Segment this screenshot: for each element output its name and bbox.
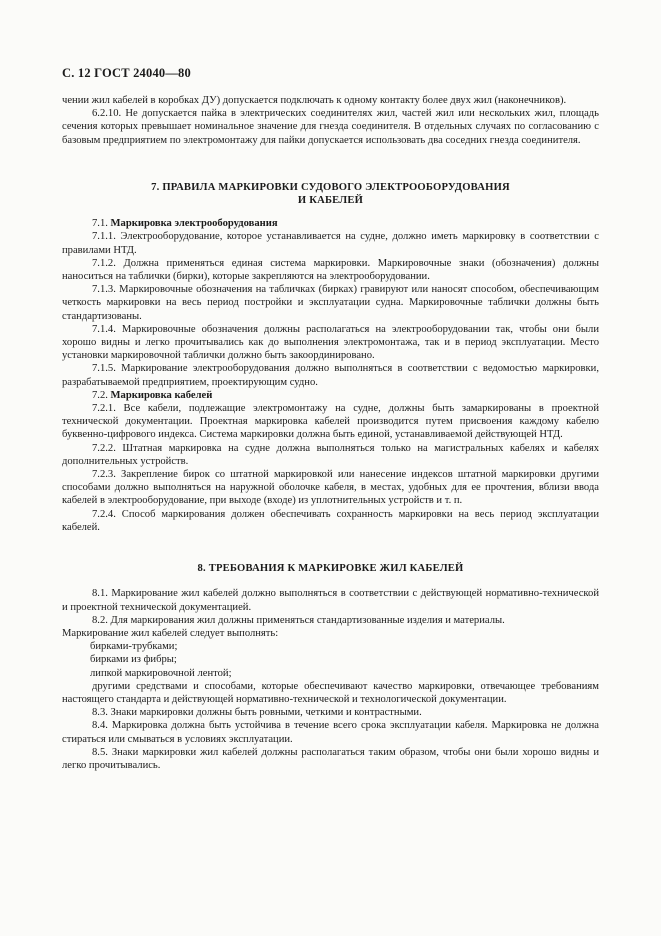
- subsection-7-1-heading: [62, 217, 599, 230]
- subsection-7-2-number: 7.2.: [92, 389, 108, 401]
- paragraph-7-2-4: 7.2.4. Способ маркирования должен обеспечивать сохранность маркировки на весь период эксплуатации кабелей.: [62, 508, 599, 533]
- list-item-last: другими средствами и способами, которые обеспечивают качество маркировки, отвечающее требованиям настоящего стандарта и действующей нормативно-технической и технологической документации.: [62, 680, 599, 705]
- subsection-7-2-heading: [62, 389, 599, 402]
- paragraph-continuation: чении жил кабелей в коробках ДУ) допускается подключать к одному контакту более двух жил (наконечников).: [62, 95, 567, 106]
- document-body: [62, 94, 599, 772]
- section-7-title-line2: И КАБЕЛЕЙ: [297, 195, 364, 207]
- paragraph-7-2-1: 7.2.1. Все кабели, подлежащие электромонтажу на судне, должны быть замаркированы в проектной технической документации. Проектная маркировка кабелей производится путем присвоения каждому кабелю буквенно-цифрового индекса. Система маркировки должна быть единой, устанавливаемой действующей НТД.: [62, 403, 599, 441]
- paragraph-8-3: 8.3. Знаки маркировки должны быть ровными, четкими и контрастными.: [92, 707, 422, 719]
- subsection-7-1-title: Маркировка электрооборудования: [110, 218, 278, 230]
- subsection-7-2-title: Маркировка кабелей: [110, 389, 213, 401]
- paragraph-7-2-2: 7.2.2. Штатная маркировка на судне должна выполняться только на магистральных кабелях и кабелях дополнительных устройств.: [62, 442, 599, 467]
- paragraph-8-1: 8.1. Маркирование жил кабелей должно выполняться в соответствии с действующей нормативно-технической и проектной технической документацией.: [62, 588, 599, 613]
- list-item: липкой маркировочной лентой;: [90, 667, 232, 679]
- paragraph-6-2-10: 6.2.10. Не допускается пайка в электрических соединителях жил, частей жил или нескольких жил, площадь сечения которых превышает номинальное значение для гнезда соединителя. В отдельных случаях по согласованию с базовым предприятием по электромонтажу для пайки допускается использовать два соседних гнезда соединителя.: [62, 108, 599, 146]
- paragraph-8-4: 8.4. Маркировка должна быть устойчива в течение всего срока эксплуатации кабеля. Маркировка не должна стираться или смываться в условиях эксплуатации.: [62, 720, 599, 745]
- section-7-title-line1: 7. ПРАВИЛА МАРКИРОВКИ СУДОВОГО ЭЛЕКТРООБОРУДОВАНИЯ: [151, 181, 510, 193]
- paragraph-8-2-continuation: Маркирование жил кабелей следует выполнять:: [62, 627, 279, 639]
- paragraph-8-5: 8.5. Знаки маркировки жил кабелей должны располагаться таким образом, чтобы они были хорошо видны и легко прочитывались.: [62, 746, 599, 771]
- list-item: бирками из фибры;: [90, 654, 177, 666]
- paragraph-7-1-3: 7.1.3. Маркировочные обозначения на табличках (бирках) гравируют или наносят способом, обеспечивающим четкость маркировки на весь период постройки и эксплуатации судна. Маркировочные таблички должны быть стандартизованы.: [62, 284, 599, 322]
- paragraph-7-1-2: 7.1.2. Должна применяться единая система маркировки. Маркировочные знаки (обозначения) должны наноситься на таблички (бирки), которые закрепляются на электрооборудовании.: [62, 257, 599, 283]
- section-8-title: 8. ТРЕБОВАНИЯ К МАРКИРОВКЕ ЖИЛ КАБЕЛЕЙ: [197, 563, 464, 575]
- section-7-title: [62, 181, 599, 207]
- page-header: С. 12 ГОСТ 24040—80: [62, 66, 191, 80]
- paragraph-7-2-3: 7.2.3. Закрепление бирок со штатной маркировкой или нанесение индексов штатной маркировки другими способами должно выполняться на наружной оболочке кабеля, в местах, удобных для ее прочтения, вблизи ввода кабелей в электрооборудование, при выходе (входе) из уплотнительных устройств и т. п.: [62, 469, 599, 507]
- subsection-7-1-number: 7.1.: [92, 218, 108, 230]
- paragraph-7-1-4: 7.1.4. Маркировочные обозначения должны располагаться на электрооборудовании так, чтобы они были хорошо видны и легко прочитывались как до выполнения электромонтажа, так и в период эксплуатации. Место установки маркировочной таблички должно быть закоординировано.: [62, 323, 599, 362]
- paragraph-8-2: 8.2. Для маркирования жил должны применяться стандартизованные изделия и материалы.: [92, 614, 505, 626]
- list-item: бирками-трубками;: [90, 641, 178, 653]
- paragraph-7-1-5: 7.1.5. Маркирование электрооборудования должно выполняться в соответствии с ведомостью маркировки, разрабатываемой предприятием, проектирующим судно.: [62, 363, 599, 388]
- paragraph-7-1-1: 7.1.1. Электрооборудование, которое устанавливается на судне, должно иметь маркировку в соответствии с правилами НТД.: [62, 231, 599, 256]
